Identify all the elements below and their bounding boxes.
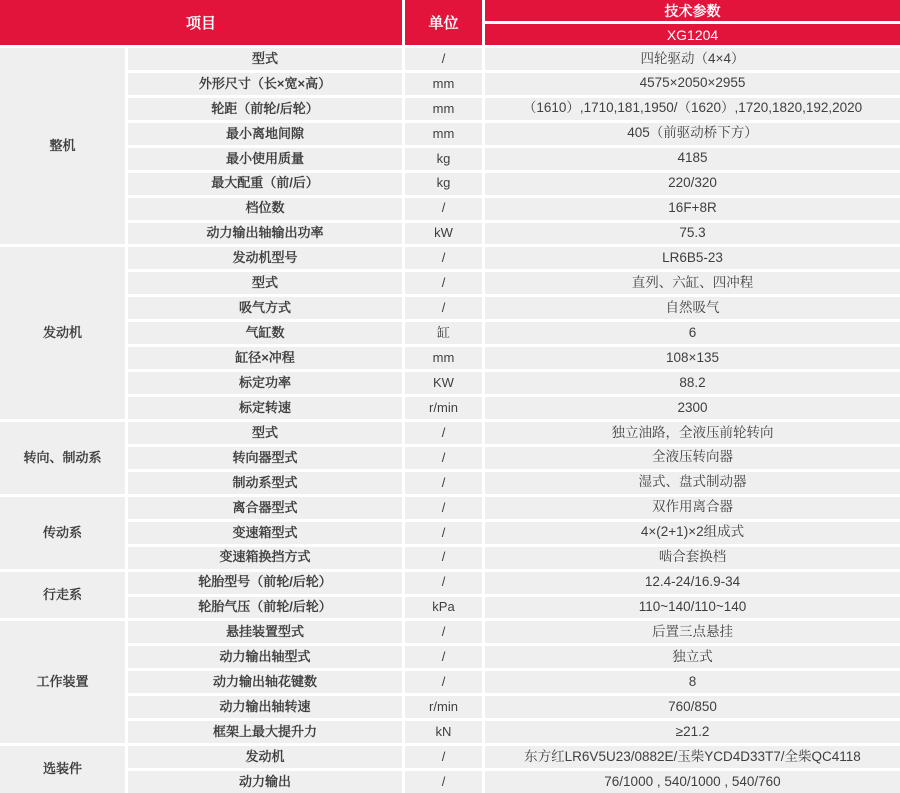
spec-value-cell: 双作用离合器 [485,497,900,519]
spec-unit-cell: / [405,522,482,544]
spec-item-cell: 吸气方式 [128,297,402,319]
spec-unit-cell: mm [405,123,482,145]
spec-unit-cell: mm [405,73,482,95]
spec-item-cell: 型式 [128,272,402,294]
group-cell-overall: 整机 [0,48,125,244]
spec-unit-cell: / [405,497,482,519]
spec-value-cell: ≥21.2 [485,721,900,743]
spec-item-cell: 气缸数 [128,322,402,344]
spec-value-cell: 4185 [485,148,900,170]
spec-value-cell: 75.3 [485,223,900,245]
spec-item-cell: 标定功率 [128,372,402,394]
spec-item-cell: 外形尺寸（长×宽×高） [128,73,402,95]
group-cell-options: 选装件 [0,746,125,793]
spec-value-cell: （1610）,1710,181,1950/（1620）,1720,1820,192,2020 [485,98,900,120]
spec-value-cell: 4×(2+1)×2组成式 [485,522,900,544]
spec-value-cell: 东方红LR6V5U23/0882E/玉柴YCD4D33T7/全柴QC4118 [485,746,900,768]
spec-item-cell: 动力输出 [128,771,402,793]
spec-item-cell: 悬挂装置型式 [128,621,402,643]
spec-value-cell: 独立油路，全液压前轮转向 [485,422,900,444]
spec-value-cell: 直列、六缸、四冲程 [485,272,900,294]
spec-value-cell: 16F+8R [485,198,900,220]
spec-unit-cell: / [405,272,482,294]
spec-unit-cell: kg [405,173,482,195]
spec-unit-cell: kN [405,721,482,743]
spec-unit-cell: / [405,547,482,569]
spec-value-cell: 全液压转向器 [485,447,900,469]
spec-item-cell: 轮距（前轮/后轮） [128,98,402,120]
spec-unit-cell: / [405,472,482,494]
spec-item-cell: 动力输出轴花键数 [128,671,402,693]
spec-item-cell: 型式 [128,48,402,70]
spec-item-cell: 最小使用质量 [128,148,402,170]
group-cell-engine: 发动机 [0,247,125,419]
spec-value-cell: 76/1000 , 540/1000 , 540/760 [485,771,900,793]
spec-item-cell: 动力输出轴输出功率 [128,223,402,245]
spec-unit-cell: / [405,247,482,269]
spec-item-cell: 发动机 [128,746,402,768]
spec-item-cell: 标定转速 [128,397,402,419]
spec-value-cell: 8 [485,671,900,693]
group-cell-steering-brake: 转向、制动系 [0,422,125,494]
spec-value-cell: 啮合套换档 [485,547,900,569]
spec-value-cell: 2300 [485,397,900,419]
spec-unit-cell: / [405,48,482,70]
spec-item-cell: 型式 [128,422,402,444]
spec-item-cell: 变速箱型式 [128,522,402,544]
header-item-column: 项目 [0,0,402,45]
spec-unit-cell: kg [405,148,482,170]
spec-value-cell: 88.2 [485,372,900,394]
spec-unit-cell: / [405,671,482,693]
spec-item-cell: 最大配重（前/后） [128,173,402,195]
spec-value-cell: 110~140/110~140 [485,597,900,619]
spec-unit-cell: mm [405,347,482,369]
header-model-xg1204: XG1204 [485,24,900,45]
spec-value-cell: 6 [485,322,900,344]
spec-item-cell: 动力输出轴转速 [128,696,402,718]
spec-item-cell: 框架上最大提升力 [128,721,402,743]
spec-unit-cell: / [405,572,482,594]
spec-item-cell: 发动机型号 [128,247,402,269]
group-cell-work-device: 工作装置 [0,621,125,743]
spec-unit-cell: r/min [405,696,482,718]
spec-value-cell: 后置三点悬挂 [485,621,900,643]
spec-value-cell: 760/850 [485,696,900,718]
header-tech-params: 技术参数 [485,0,900,21]
spec-unit-cell: 缸 [405,322,482,344]
spec-value-cell: 4575×2050×2955 [485,73,900,95]
spec-item-cell: 制动系型式 [128,472,402,494]
spec-value-cell: 湿式、盘式制动器 [485,472,900,494]
spec-unit-cell: / [405,198,482,220]
spec-value-cell: 405（前驱动桥下方） [485,123,900,145]
spec-unit-cell: mm [405,98,482,120]
spec-value-cell: 独立式 [485,646,900,668]
spec-item-cell: 离合器型式 [128,497,402,519]
spec-unit-cell: / [405,746,482,768]
spec-value-cell: 108×135 [485,347,900,369]
spec-item-cell: 轮胎气压（前轮/后轮） [128,597,402,619]
spec-item-cell: 缸径×冲程 [128,347,402,369]
spec-value-cell: LR6B5-23 [485,247,900,269]
spec-unit-cell: kW [405,223,482,245]
spec-item-cell: 动力输出轴型式 [128,646,402,668]
spec-item-cell: 档位数 [128,198,402,220]
spec-unit-cell: / [405,646,482,668]
spec-value-cell: 12.4-24/16.9-34 [485,572,900,594]
spec-unit-cell: / [405,422,482,444]
spec-item-cell: 最小离地间隙 [128,123,402,145]
spec-unit-cell: r/min [405,397,482,419]
spec-unit-cell: kPa [405,597,482,619]
spec-value-cell: 自然吸气 [485,297,900,319]
spec-unit-cell: KW [405,372,482,394]
spec-item-cell: 变速箱换挡方式 [128,547,402,569]
spec-item-cell: 轮胎型号（前轮/后轮） [128,572,402,594]
group-cell-running-gear: 行走系 [0,572,125,619]
header-unit-column: 单位 [405,0,482,45]
spec-value-cell: 220/320 [485,173,900,195]
spec-unit-cell: / [405,297,482,319]
spec-item-cell: 转向器型式 [128,447,402,469]
spec-unit-cell: / [405,621,482,643]
spec-value-cell: 四轮驱动（4×4） [485,48,900,70]
group-cell-transmission: 传动系 [0,497,125,569]
spec-unit-cell: / [405,447,482,469]
spec-unit-cell: / [405,771,482,793]
